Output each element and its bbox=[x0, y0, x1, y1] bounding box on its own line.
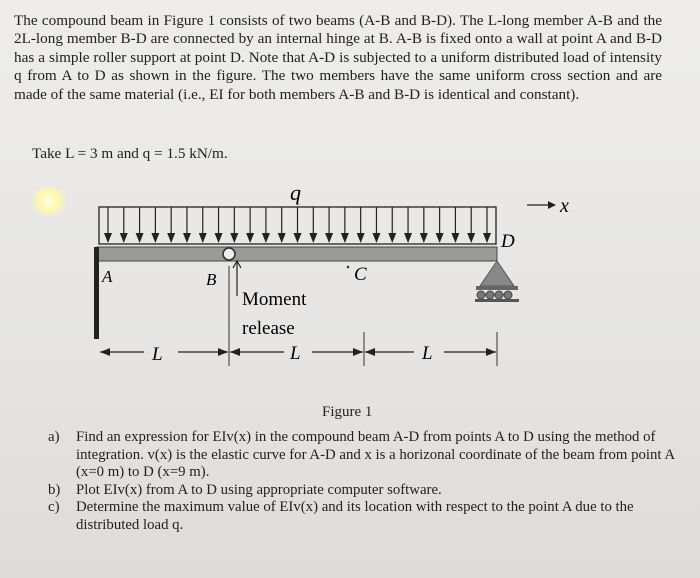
x-axis-arrowhead bbox=[548, 201, 556, 209]
dim-arrowhead bbox=[486, 348, 496, 356]
load-arrowhead bbox=[404, 233, 412, 243]
roller-wheel bbox=[504, 291, 512, 299]
beam-a-d bbox=[97, 247, 497, 261]
load-arrowhead bbox=[436, 233, 444, 243]
load-arrowhead bbox=[325, 233, 333, 243]
question-item bbox=[48, 499, 678, 534]
load-arrowhead bbox=[357, 233, 365, 243]
point-b-label: B bbox=[206, 270, 217, 289]
roller-wheel bbox=[495, 291, 503, 299]
load-arrowhead bbox=[246, 233, 254, 243]
load-label: q bbox=[290, 180, 301, 205]
roller-wheel bbox=[486, 291, 494, 299]
load-arrowhead bbox=[183, 233, 191, 243]
dim-arrowhead bbox=[230, 348, 240, 356]
release-label: release bbox=[242, 318, 295, 339]
roller-support-d bbox=[480, 261, 514, 286]
hinge-b bbox=[223, 248, 235, 260]
load-arrowhead bbox=[262, 233, 270, 243]
load-arrowhead bbox=[215, 233, 223, 243]
question-letter: c) bbox=[48, 499, 60, 516]
question-letter: b) bbox=[48, 481, 61, 498]
roller-base bbox=[476, 286, 518, 290]
problem-statement: The compound beam in Figure 1 consists of two beams (A-B and B-D). The L-long member A-B and the 2L-long member B-D are connected by an internal hinge at B. A-B is fixed onto a wall at point A and B-D has a simple roller support at point D. Note that A-D is subjected to a uniform distributed load of intensity q from A to D as shown in the figure. The two members have the same uniform cross section and are made of the same material (i.e., EI for both members A-B and B-D is identical and constant). bbox=[14, 12, 662, 103]
fixed-wall-a bbox=[94, 247, 99, 339]
load-arrowhead bbox=[467, 233, 475, 243]
roller-ground bbox=[475, 299, 519, 302]
x-axis-label: x bbox=[560, 195, 569, 217]
moment-label: Moment bbox=[242, 289, 307, 310]
load-arrowhead bbox=[151, 233, 159, 243]
load-arrowhead bbox=[167, 233, 175, 243]
roller-wheel bbox=[477, 291, 485, 299]
dim-label-ab: L bbox=[152, 344, 163, 365]
question-list bbox=[48, 429, 678, 535]
question-item bbox=[48, 482, 678, 500]
question-text: Determine the maximum value of EIv(x) and its location with respect to the point A due to the distributed load q. bbox=[76, 499, 634, 533]
dim-arrowhead bbox=[353, 348, 363, 356]
question-text: Plot EIv(x) from A to D using appropriate computer software. bbox=[76, 481, 442, 498]
point-c-label: C bbox=[354, 264, 367, 285]
question-item bbox=[48, 429, 678, 482]
point-d-label: D bbox=[501, 231, 515, 252]
load-arrowhead bbox=[388, 233, 396, 243]
point-c-dot bbox=[347, 266, 350, 269]
dim-label-cd: L bbox=[422, 343, 433, 364]
load-arrowhead bbox=[309, 233, 317, 243]
load-arrowhead bbox=[294, 233, 302, 243]
load-arrowhead bbox=[451, 233, 459, 243]
distributed-load-arrows bbox=[104, 207, 491, 243]
load-arrowhead bbox=[136, 233, 144, 243]
dim-label-bc: L bbox=[290, 343, 301, 364]
point-a-label: A bbox=[102, 267, 113, 286]
load-arrowhead bbox=[278, 233, 286, 243]
load-arrowhead bbox=[199, 233, 207, 243]
dim-arrowhead bbox=[365, 348, 375, 356]
load-arrowhead bbox=[372, 233, 380, 243]
load-arrowhead bbox=[230, 233, 238, 243]
dim-arrowhead bbox=[218, 348, 228, 356]
load-arrowhead bbox=[420, 233, 428, 243]
figure-caption: Figure 1 bbox=[322, 404, 373, 420]
question-letter: a) bbox=[48, 429, 60, 445]
given-values: Take L = 3 m and q = 1.5 kN/m. bbox=[32, 145, 228, 162]
load-arrowhead bbox=[120, 233, 128, 243]
load-arrowhead bbox=[341, 233, 349, 243]
dim-arrowhead bbox=[100, 348, 110, 356]
load-arrowhead bbox=[104, 233, 112, 243]
load-arrowhead bbox=[483, 233, 491, 243]
question-text: Find an expression for EIv(x) in the compound beam A-D from points A to D using the method of integration. v(x) is the elastic curve for A-D and x is a horizonal coordinate of the beam from point A (x=0 m) to D (x=9 m). bbox=[76, 429, 675, 481]
